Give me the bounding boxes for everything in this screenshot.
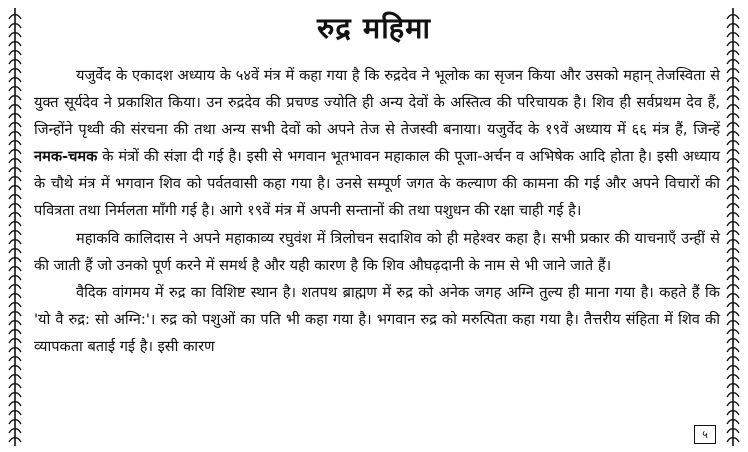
paragraph-1-text-start: यजुर्वेद के एकादश अध्याय के ५४वें मंत्र में कहा गया है कि रुद्रदेव ने भूलोक का सृजन किया और उसको महान् तेजस्विता से युक्त सूर्यदेव ने प्रकाशित किया। उन रुद्रदेव की प्रचण्ड ज्योति ही अन्य देवों के अस्तित्व की परिचायक है। शिव ही सर्वप्रथम देव हैं, जिन्होंने पृथ्वी की संरचना की तथा अन्य सभी देवों को अपने तेज से तेजस्वी बनाया। यजुर्वेद के १९वें अध्याय में ६६ मंत्र हैं, जिन्हें xyxy=(34,67,720,139)
vine-ornament-right xyxy=(726,8,740,446)
page-number: ५ xyxy=(694,425,716,444)
body-text xyxy=(34,62,720,360)
vine-ornament-left xyxy=(8,8,22,446)
page-title: रुद्र महिमा xyxy=(317,11,431,45)
bold-term: नमक-चमक xyxy=(34,148,98,166)
paragraph-3: वैदिक वांगमय में रुद्र का विशिष्ट स्थान है। शतपथ ब्राह्मण में रुद्र को अनेक जगह अग्नि तुल्य ही माना गया है। कहते हैं कि 'यो वै रुद्र: सो अग्नि:'। रुद्र को पशुओं का पति भी कहा गया है। भगवान रुद्र को मरुत्पिता कहा गया है। तैत्तरीय संहिता में शिव की व्यापकता बताई गई है। इसी कारण xyxy=(34,283,720,355)
paragraph-2: महाकवि कालिदास ने अपने महाकाव्य रघुवंश में त्रिलोचन सदाशिव को ही महेश्वर कहा है। सभी प्रकार की याचनाएँ उन्हीं से की जाती हैं जो उनको पूर्ण करने में समर्थ है और यही कारण है कि शिव औघढ़दानी के नाम से भी जाने जाते हैं। xyxy=(34,229,720,274)
paragraph-1 xyxy=(34,62,720,225)
paragraph-1-text-end: के मंत्रों की संज्ञा दी गई है। इसी से भगवान भूतभावन महाकाल की पूजा-अर्चन व अभिषेक आदि होता है। इसी अध्याय के चौथे मंत्र में भगवान शिव को पर्वतवासी कहा गया है। उनसे सम्पूर्ण जगत के कल्याण की कामना की गई और अपने विचारों की पवित्रता तथा निर्मलता माँगी गई है। आगे १९वें मंत्र में अपनी सन्तानों की तथा पशुधन की रक्षा चाही गई है। xyxy=(34,148,720,220)
left-ornamental-border xyxy=(8,8,22,446)
right-ornamental-border xyxy=(726,8,740,446)
